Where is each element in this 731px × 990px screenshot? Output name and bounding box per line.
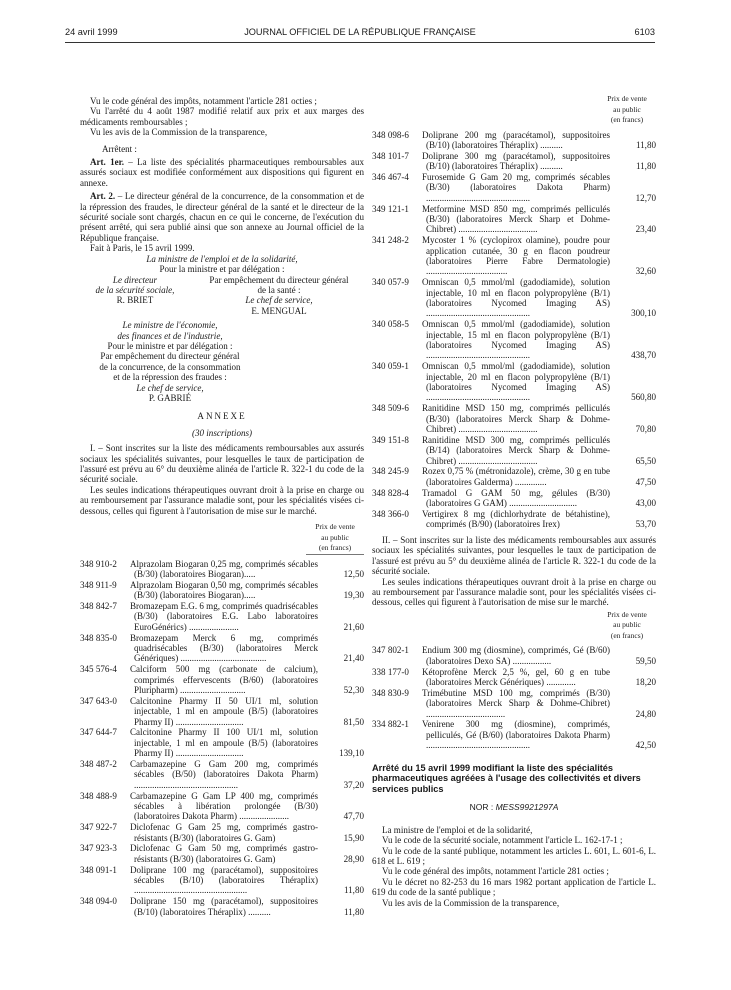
medication-price: 12,50 <box>343 568 364 579</box>
medication-code: 348 245-9 <box>372 466 409 477</box>
medication-row <box>372 488 656 509</box>
medication-row <box>372 403 656 434</box>
medication-code: 348 910-2 <box>80 558 117 569</box>
medication-code: 348 828-4 <box>372 487 409 498</box>
vu-paragraph: Vu les avis de la Commission de la transparence, <box>90 127 268 138</box>
header-page-number: 6103 <box>634 27 655 37</box>
medication-description: Bromazepam E.G. 6 mg, comprimés quadrisécables (B/30) (laboratoires E.G. Labo laboratoires EuroGénérics) ...................... <box>130 600 318 632</box>
medication-description: Doliprane 200 mg (paracétamol), suppositoires (B/10) (laboratoires Théraplix) .......... <box>422 129 610 150</box>
medication-code: 348 488-9 <box>80 790 117 801</box>
medication-price: 15,90 <box>343 832 364 843</box>
medication-price: 53,70 <box>635 519 656 530</box>
medication-code: 349 121-1 <box>372 203 409 214</box>
medication-row <box>372 645 656 666</box>
signatory-title: Le chef de service, <box>136 382 204 393</box>
article-2 <box>80 191 364 243</box>
medication-price: 300,10 <box>631 308 656 319</box>
page-header <box>65 27 655 41</box>
medication-code: 348 842-7 <box>80 600 117 611</box>
medication-price: 19,30 <box>343 590 364 601</box>
medication-row <box>80 727 364 758</box>
medication-row <box>372 435 656 466</box>
medication-description: Omniscan 0,5 mmol/ml (gadodiamide), solution injectable, 10 ml en flacon polypropylène (B/1) (laboratoires Nycomed Imaging AS) .............................................. <box>422 277 610 319</box>
medication-row <box>372 319 656 361</box>
nor-value: MESS9921297A <box>495 802 559 813</box>
medication-code: 341 248-2 <box>372 235 409 246</box>
medication-code: 348 366-0 <box>372 508 409 519</box>
medication-price: 11,80 <box>635 161 656 172</box>
medication-row <box>80 822 364 843</box>
medication-row <box>80 791 364 822</box>
signatory-title: Par empêchement du directeur général <box>209 274 349 285</box>
article-2-label: Art. 2. <box>90 191 116 202</box>
medication-price: 70,80 <box>635 424 656 434</box>
medication-price: 59,50 <box>635 655 656 666</box>
signatory-title: Le chef de service, <box>245 295 313 306</box>
medication-description: Calcitonine Pharmy II 100 UI/1 ml, solution injectable, 1 ml en ampoule (B/5) (laboratoires Pharmy II) .............................. <box>130 727 318 759</box>
medication-price: 11,80 <box>635 139 656 150</box>
article-1-text: – La liste des spécialités pharmaceutiques remboursables aux assurés sociaux est modifiée conformément aux dispositions qui figurent en annexe. <box>80 157 364 188</box>
medication-row <box>372 151 656 172</box>
medication-row <box>80 664 364 695</box>
nor-label: NOR : <box>469 802 494 813</box>
medication-description: Furosemide G Gam 20 mg, comprimés sécables (B/30) (laboratoires Dakota Pharm) .............................................. <box>422 171 610 203</box>
arrete-line: La ministre de l'emploi et de la solidarité, <box>382 824 533 835</box>
medication-row <box>80 759 364 790</box>
medication-code: 348 911-9 <box>80 579 117 590</box>
nor-reference <box>372 802 656 812</box>
medication-price: 24,80 <box>635 708 656 719</box>
signatory-title: Le directeur <box>112 274 158 285</box>
medication-price: 65,50 <box>635 455 656 466</box>
medication-price: 11,80 <box>343 906 364 917</box>
medication-description: Carbamazepine G Gam LP 400 mg, comprimés sécables à libération prolongée (B/30) (laboratoires Dakota Pharm) ...................... <box>130 790 318 822</box>
medication-description: Metformine MSD 850 mg, comprimés pelliculés (B/30) (laboratoires Merck Sharp et Dohme-Chibret) ................................... <box>422 203 610 235</box>
signatory-title: Le ministre de l'économie, <box>122 320 218 331</box>
medication-price: 11,80 <box>343 885 364 896</box>
section-1-indications: Les seules indications thérapeutiques ouvrant droit à la prise en charge ou au remboursement par l'assurance maladie sont, pour les spécialités visées ci-dessous, celles qui figurent à l'autorisation de mise sur le marché. <box>80 484 364 516</box>
medication-description: Diclofenac G Gam 50 mg, comprimés gastro-résistants (B/30) (laboratoires G. Gam) <box>130 843 318 864</box>
medication-price: 81,50 <box>343 716 364 727</box>
medication-price: 438,70 <box>631 350 656 361</box>
medication-price: 47,70 <box>343 811 364 822</box>
medication-description: Rozex 0,75 % (métronidazole), crème, 30 g en tube (laboratoires Galderma) .............. <box>422 466 610 487</box>
medication-code: 348 830-9 <box>372 687 409 698</box>
medication-code: 347 643-0 <box>80 695 117 706</box>
medication-description: Carbamazepine G Gam 200 mg, comprimés sécables (B/50) (laboratoires Dakota Pharm) .............................................. <box>130 758 318 790</box>
medication-code: 348 094-0 <box>80 896 117 907</box>
signatory-title: Par empêchement du directeur général <box>100 351 240 362</box>
medication-list-left <box>80 559 364 918</box>
medication-list-right <box>372 130 656 530</box>
medication-code: 349 151-8 <box>372 434 409 445</box>
medication-price: 28,90 <box>343 853 364 864</box>
medication-code: 340 059-1 <box>372 361 409 372</box>
medication-code: 348 101-7 <box>372 150 409 161</box>
header-title: JOURNAL OFFICIEL DE LA RÉPUBLIQUE FRANÇAISE <box>244 27 476 37</box>
medication-list-section-2 <box>372 645 656 750</box>
medication-row <box>372 509 656 530</box>
medication-description: Kétoprofène Merck 2,5 %, gel, 60 g en tube (laboratoires Merck Génériques) ............. <box>422 666 610 687</box>
medication-row <box>80 896 364 917</box>
medication-code: 347 923-3 <box>80 843 117 854</box>
medication-row <box>372 172 656 203</box>
signatory-name: P. GABRIÉ <box>148 392 192 403</box>
medication-row <box>80 865 364 896</box>
medication-code: 346 467-4 <box>372 171 409 182</box>
medication-price: 52,30 <box>343 684 364 695</box>
medication-description: Diclofenac G Gam 25 mg, comprimés gastro-résistants (B/30) (laboratoires G. Gam) <box>130 822 318 843</box>
signatory-name: E. MENGUAL <box>251 305 307 316</box>
medication-description: Ranitidine MSD 300 mg, comprimés pelliculés (B/14) (laboratoires Merck Sharp & Dohme-Chibret) ................................... <box>422 434 610 466</box>
signatory-title: et de la répression des fraudes : <box>113 372 227 383</box>
article-2-text: – Le directeur général de la concurrence, de la consommation et de la répression des fraudes, le directeur général de la santé et le directeur de la sécurité sociale sont chargés, chacun en ce qui le concerne, de l'exécution du présent arrêté, qui sera publié ainsi que son annexe au Journal officiel de la République française. <box>80 191 364 243</box>
medication-price: 37,20 <box>343 779 364 790</box>
arrete-line: Vu le code de la sécurité sociale, notamment l'article L. 162-17-1 ; <box>382 835 623 846</box>
medication-row <box>80 696 364 727</box>
right-column <box>372 94 656 908</box>
annexe-count: (30 inscriptions) <box>191 427 253 438</box>
medication-price: 21,60 <box>343 621 364 632</box>
annexe-heading: ANNEXE <box>197 411 247 422</box>
medication-description: Omniscan 0,5 mmol/ml (gadodiamide), solution injectable, 15 ml en flacon polypropylène (B/1) (laboratoires Nycomed Imaging AS) .............................................. <box>422 319 610 361</box>
vu-paragraph: Vu le code général des impôts, notamment l'article 281 octies ; <box>90 96 317 106</box>
medication-description: Mycoster 1 % (cyclopirox olamine), poudre pour application cutanée, 30 g en flacon poudreur (laboratoires Pierre Fabre Dermatologie) .................................... <box>422 235 610 277</box>
article-1 <box>80 157 364 188</box>
medication-price: 42,50 <box>635 740 656 751</box>
signatory-title: de la concurrence, de la consommation <box>99 361 241 372</box>
medication-code: 347 644-7 <box>80 727 117 738</box>
medication-price: 560,80 <box>631 392 656 403</box>
header-date: 24 avril 1999 <box>65 27 118 37</box>
medication-row <box>372 204 656 235</box>
signatory-name: R. BRIET <box>116 295 154 306</box>
medication-row <box>80 580 364 601</box>
medication-row <box>80 843 364 864</box>
medication-row <box>372 719 656 750</box>
medication-code: 345 576-4 <box>80 664 117 675</box>
arretent: Arrêtent : <box>102 143 137 154</box>
medication-code: 348 509-6 <box>372 403 409 414</box>
price-column-header: Prix de vente au public (en francs) <box>306 522 364 555</box>
medication-description: Ranitidine MSD 150 mg, comprimés pelliculés (B/30) (laboratoires Merck Sharp & Dohme-Chibret) ................................... <box>422 403 610 434</box>
signatory-delegation: Pour le ministre et par délégation : <box>107 340 233 351</box>
arrete-line: Vu le code de la santé publique, notamment les articles L. 601, L. 601-6, L. 618 et L. 619 ; <box>372 845 656 866</box>
signatory-block-economie <box>80 320 260 403</box>
medication-price: 12,70 <box>635 192 656 203</box>
medication-code: 348 091-1 <box>80 864 117 875</box>
medication-price: 23,40 <box>635 224 656 235</box>
signatory-title: de la sécurité sociale, <box>95 284 175 295</box>
medication-description: Alprazolam Biogaran 0,50 mg, comprimés sécables (B/30) (laboratoires Biogaran)..... <box>130 579 318 601</box>
medication-row <box>80 601 364 632</box>
medication-description: Calciform 500 mg (carbonate de calcium), comprimés effervescents (B/60) (laboratoires Pluripharm) ............................. <box>130 664 318 695</box>
medication-description: Omniscan 0,5 mmol/ml (gadodiamide), solution injectable, 20 ml en flacon polypropylène (B/1) (laboratoires Nycomed Imaging AS) .............................................. <box>422 361 610 403</box>
signatory-title: de la santé : <box>257 284 301 295</box>
medication-description: Doliprane 100 mg (paracétamol), suppositoires sécables (B/10) (laboratoires Théraplix) .................................................. <box>130 864 318 896</box>
medication-code: 334 882-1 <box>372 719 409 730</box>
medication-code: 348 098-6 <box>372 129 409 140</box>
medication-row <box>372 688 656 719</box>
arrete-line: Vu le code général des impôts, notamment l'article 281 octies ; <box>382 866 609 877</box>
arrete-title: Arrêté du 15 avril 1999 modifiant la liste des spécialités pharmaceutiques agréées à l'usage des collectivités et divers services publics <box>372 762 641 794</box>
medication-description: Venirene 300 mg (diosmine), comprimés, pelliculés, Gé (B/60) (laboratoires Dakota Pharm) .............................................. <box>422 719 610 751</box>
medication-row <box>372 235 656 277</box>
medication-price: 47,50 <box>635 476 656 487</box>
medication-description: Alprazolam Biogaran 0,25 mg, comprimés sécables (B/30) (laboratoires Biogaran)..... <box>130 558 318 579</box>
vu-paragraph: Vu l'arrêté du 4 août 1987 modifié relatif aux prix et aux marges des médicaments remboursables ; <box>80 106 364 127</box>
medication-row <box>372 130 656 151</box>
section-2-indications: Les seules indications thérapeutiques ouvrant droit à la prise en charge ou au remboursement par l'assurance maladie sont, pour les spécialités visées ci-dessous, celles qui figurent à l'autorisation de mise sur le marché. <box>372 576 656 608</box>
signatory-delegation: Pour la ministre et par délégation : <box>159 264 285 275</box>
medication-description: Bromazepam Merck 6 mg, comprimés quadrisécables (B/30) (laboratoires Merck Génériques) ...................................... <box>130 632 318 664</box>
signatures-row <box>80 275 364 317</box>
medication-row <box>372 277 656 319</box>
medication-description: Calcitonine Pharmy II 50 UI/1 ml, solution injectable, 1 ml en ampoule (B/5) (laboratoires Pharmy II) .............................. <box>130 695 318 727</box>
medication-row <box>80 633 364 664</box>
arrete-line: Vu le décret no 82-253 du 16 mars 1982 portant application de l'article L. 619 du code de la santé publique ; <box>372 876 656 898</box>
medication-code: 340 057-9 <box>372 277 409 288</box>
medication-price: 18,20 <box>635 676 656 687</box>
left-column <box>80 96 364 917</box>
medication-description: Tramadol G GAM 50 mg, gélules (B/30) (laboratoires G GAM) .............................. <box>422 487 610 509</box>
medication-row <box>372 466 656 487</box>
medication-row <box>372 667 656 688</box>
medication-description: Doliprane 300 mg (paracétamol), suppositoires (B/10) (laboratoires Théraplix) .......... <box>422 150 610 172</box>
medication-code: 348 835-0 <box>80 632 117 643</box>
fait-a-paris: Fait à Paris, le 15 avril 1999. <box>90 243 195 254</box>
signatory-ministre-emploi: La ministre de l'emploi et de la solidarité, <box>146 253 298 264</box>
price-column-header: Prix de vente au public (en francs) <box>607 609 647 640</box>
medication-code: 347 802-1 <box>372 645 409 656</box>
medication-code: 347 922-7 <box>80 822 117 833</box>
medication-code: 338 177-0 <box>372 666 409 677</box>
medication-code: 348 487-2 <box>80 758 117 769</box>
medication-price: 139,10 <box>339 748 364 759</box>
medication-price: 43,00 <box>635 498 656 509</box>
signatory-title: des finances et de l'industrie, <box>117 330 223 341</box>
medication-price: 21,40 <box>343 653 364 664</box>
header-rule <box>65 42 655 43</box>
medication-code: 340 058-5 <box>372 319 409 330</box>
section-1-text: I. – Sont inscrites sur la liste des médicaments remboursables aux assurés sociaux les spécialités suivantes, pour lesquelles le taux de participation de l'assuré est prévu au 6° du deuxième alinéa de l'article R. 322-1 du code de la sécurité sociale. <box>80 443 364 485</box>
medication-row <box>372 361 656 403</box>
price-column-header: Prix de vente au public (en francs) <box>607 94 647 124</box>
arrete-line: Vu les avis de la Commission de la transparence, <box>382 897 560 908</box>
medication-price: 32,60 <box>635 266 656 277</box>
medication-description: Trimébutine MSD 100 mg, comprimés (B/30) (laboratoires Merck Sharp & Dohme-Chibret) ................................... <box>422 687 610 719</box>
medication-description: Vertigirex 8 mg (dichlorhydrate de bétahistine), comprimés (B/90) (laboratoires Irex) <box>422 508 610 530</box>
medication-row <box>80 559 364 580</box>
medication-description: Doliprane 150 mg (paracétamol), suppositoires (B/10) (laboratoires Théraplix) .......... <box>130 896 318 917</box>
article-1-label: Art. 1er. <box>90 157 125 168</box>
section-2-text: II. – Sont inscrites sur la liste des médicaments remboursables aux assurés sociaux les spécialités suivantes, pour lesquelles le taux de participation de l'assuré est prévu au 5° du deuxième alinéa de l'article R. 322-1 du code de la sécurité sociale. <box>372 535 656 577</box>
medication-description: Endium 300 mg (diosmine), comprimés, Gé (B/60) (laboratoires Dexo SA) ................. <box>422 645 610 666</box>
